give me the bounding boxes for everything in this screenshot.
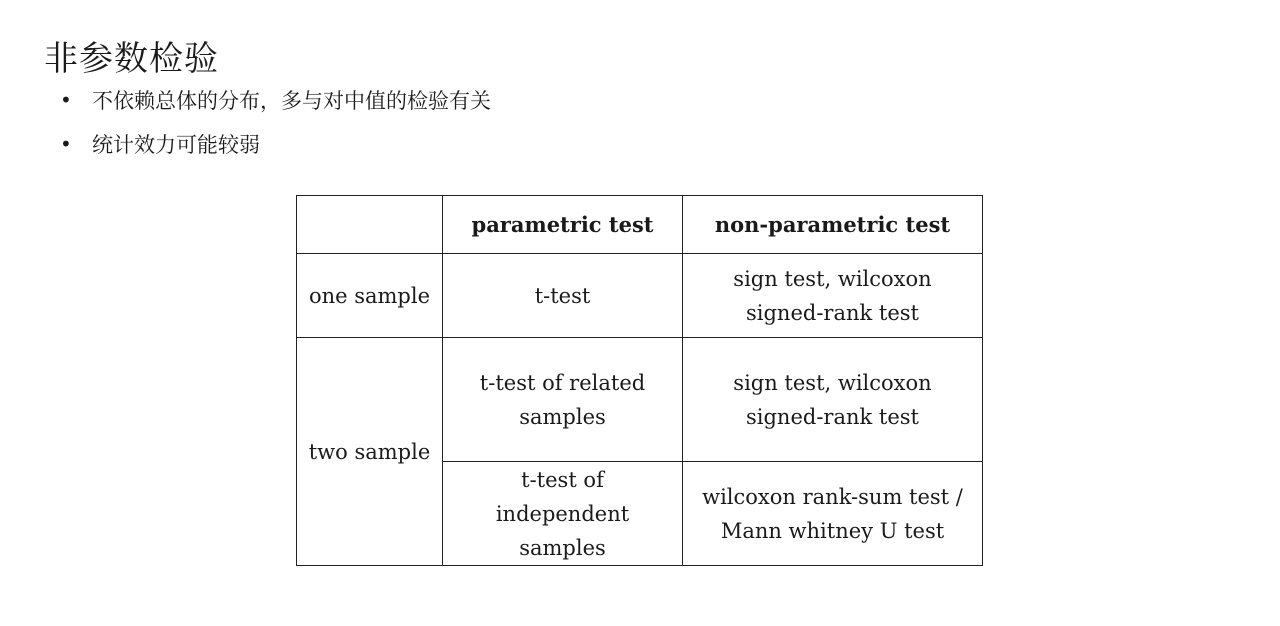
row-label-two-sample: two sample [297, 338, 443, 566]
cell-parametric [443, 338, 683, 462]
cell-line: t-test of related [479, 370, 646, 395]
bullet-text: 统计效力可能较弱 [92, 133, 260, 157]
cell-line: t-test [534, 283, 591, 308]
table-row [297, 254, 983, 338]
bullet-text: 不依赖总体的分布，多与对中值的检验有关 [92, 89, 491, 113]
cell-line: samples [519, 404, 606, 429]
bullet-item [60, 128, 491, 160]
cell-parametric [443, 462, 683, 566]
cell-parametric [443, 254, 683, 338]
header-corner-cell [297, 196, 443, 254]
cell-nonparametric [683, 462, 983, 566]
cell-line: samples [519, 535, 606, 560]
bullet-item [60, 84, 491, 116]
cell-line: signed-rank test [746, 300, 919, 325]
table-row [297, 338, 983, 462]
header-parametric: parametric test [443, 196, 683, 254]
bullet-list [60, 84, 491, 172]
cell-line: independent [495, 501, 630, 526]
cell-line: wilcoxon rank-sum test / [702, 484, 963, 509]
cell-line: sign test, wilcoxon [733, 266, 932, 291]
cell-nonparametric [683, 254, 983, 338]
cell-line: t-test of [521, 467, 604, 492]
cell-line: Mann whitney U test [720, 518, 945, 543]
test-comparison-table [296, 195, 983, 566]
row-label-one-sample: one sample [297, 254, 443, 338]
cell-nonparametric [683, 338, 983, 462]
bullet-dot-icon: • [60, 132, 72, 156]
cell-line: signed-rank test [746, 404, 919, 429]
header-nonparametric: non-parametric test [683, 196, 983, 254]
page-title: 非参数检验 [44, 38, 219, 79]
bullet-dot-icon: • [60, 88, 72, 112]
table-header-row [297, 196, 983, 254]
cell-line: sign test, wilcoxon [733, 370, 932, 395]
